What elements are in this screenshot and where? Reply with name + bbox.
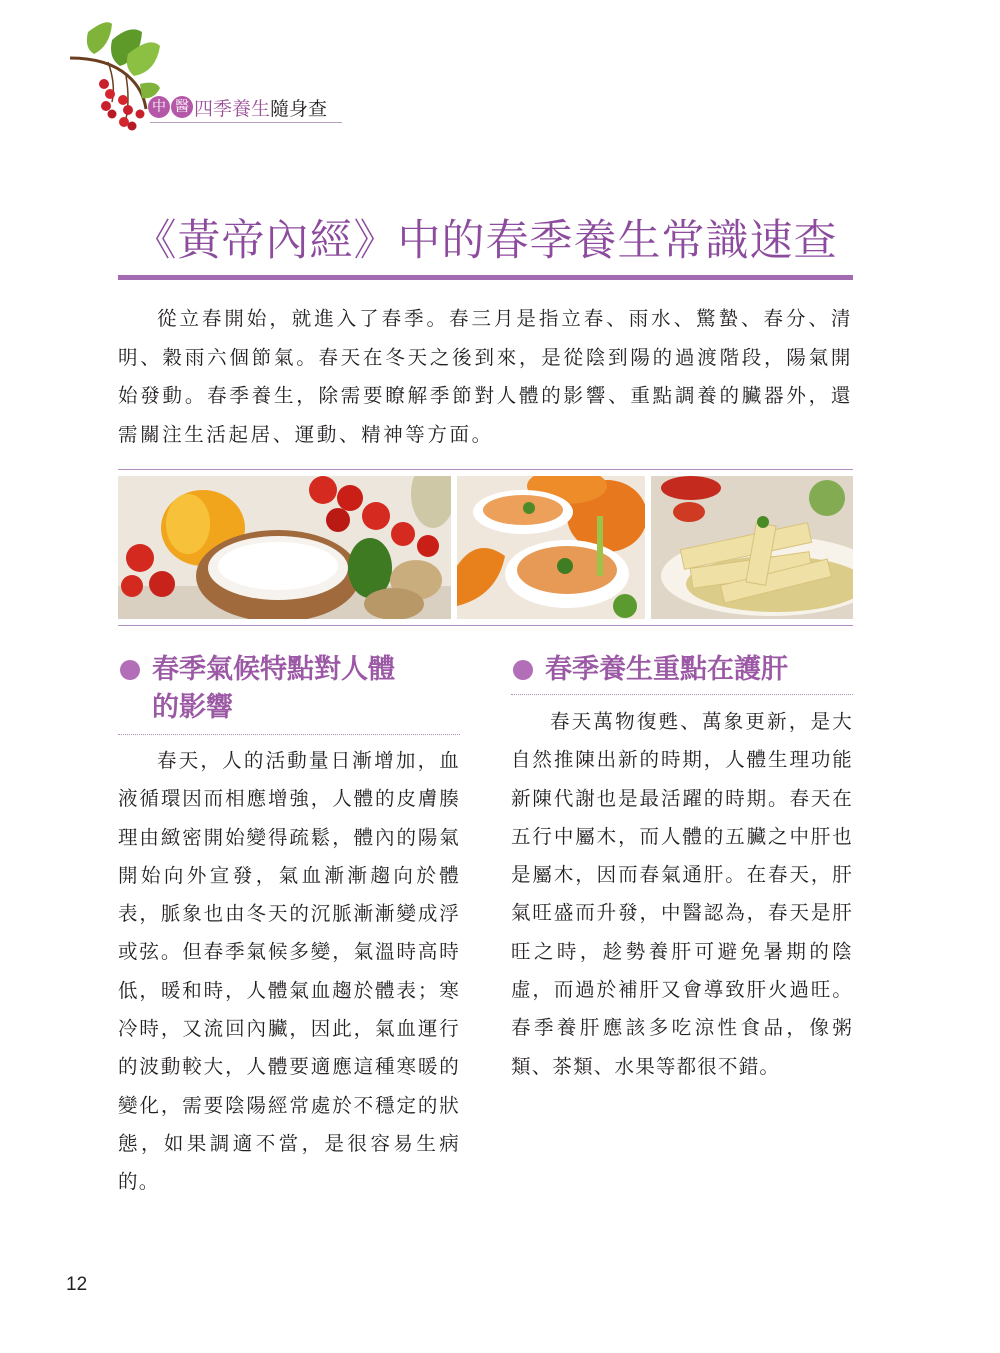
vegetables-rice-image — [118, 476, 451, 619]
section-bullet-icon — [513, 660, 533, 680]
fried-tofu-image — [651, 476, 853, 619]
section-2-divider — [511, 694, 853, 695]
section-2-heading-line1: 春季養生重點在護肝 — [545, 654, 788, 685]
photo-top-rule — [118, 469, 853, 470]
vegetables-rice-photo — [118, 476, 451, 619]
page-title: 《黃帝內經》中的春季養生常識速查 — [133, 216, 838, 266]
series-header — [68, 14, 358, 139]
series-underline — [150, 122, 342, 123]
badge-zhong: 中 — [148, 96, 170, 118]
photo-bottom-rule — [118, 625, 853, 626]
series-title-purple: 四季養生 — [194, 97, 271, 120]
pumpkin-soup-photo — [457, 476, 645, 619]
intro-paragraph: 從立春開始，就進入了春季。春三月是指立春、雨水、驚蟄、春分、清明、穀雨六個節氣。春天在冬天之後到來，是從陰到陽的過渡階段，陽氣開始發動。春季養生，除需要瞭解季節對人體的影響、重點調養的臟器外，還需關注生活起居、運動、精神等方面。 — [118, 307, 853, 446]
series-title-black: 隨身查 — [270, 97, 328, 120]
badge-yi: 醫 — [171, 96, 193, 118]
section-1-body: 春天，人的活動量日漸增加，血液循環因而相應增強，人體的皮膚腠理由緻密開始變得疏鬆，體內的陽氣開始向外宣發，氣血漸漸趨向於體表，脈象也由冬天的沉脈漸漸變成浮或弦。但春季氣候多變，氣溫時高時低，暖和時，人體氣血趨於體表；寒冷時，又流回內臟，因此，氣血運行的波動較大，人體要適應這種寒暖的變化，需要陰陽經常處於不穩定的狀態，如果調適不當，是很容易生病的。 — [118, 749, 460, 1194]
fried-tofu-photo — [651, 476, 853, 619]
series-title — [148, 94, 327, 120]
section-1-heading-line1: 春季氣候特點對人體 — [152, 654, 395, 685]
section-1-divider — [118, 734, 460, 735]
title-rule — [118, 275, 853, 280]
pumpkin-soup-image — [457, 476, 645, 619]
section-2-body: 春天萬物復甦、萬象更新，是大自然推陳出新的時期，人體生理功能新陳代謝也是最活躍的時期。春天在五行中屬木，而人體的五臟之中肝也是屬木，因而春氣通肝。在春天，肝氣旺盛而升發，中醫認為，春天是肝旺之時，趁勢養肝可避免暑期的陰虛，而過於補肝又會導致肝火過旺。春季養肝應該多吃涼性食品，像粥類、茶類、水果等都很不錯。 — [511, 710, 853, 1078]
section-bullet-icon — [120, 660, 140, 680]
section-1-heading — [152, 651, 472, 727]
section-1-heading-line2: 的影響 — [152, 692, 233, 723]
section-2-heading — [545, 651, 855, 689]
page-number: 12 — [66, 1274, 88, 1295]
